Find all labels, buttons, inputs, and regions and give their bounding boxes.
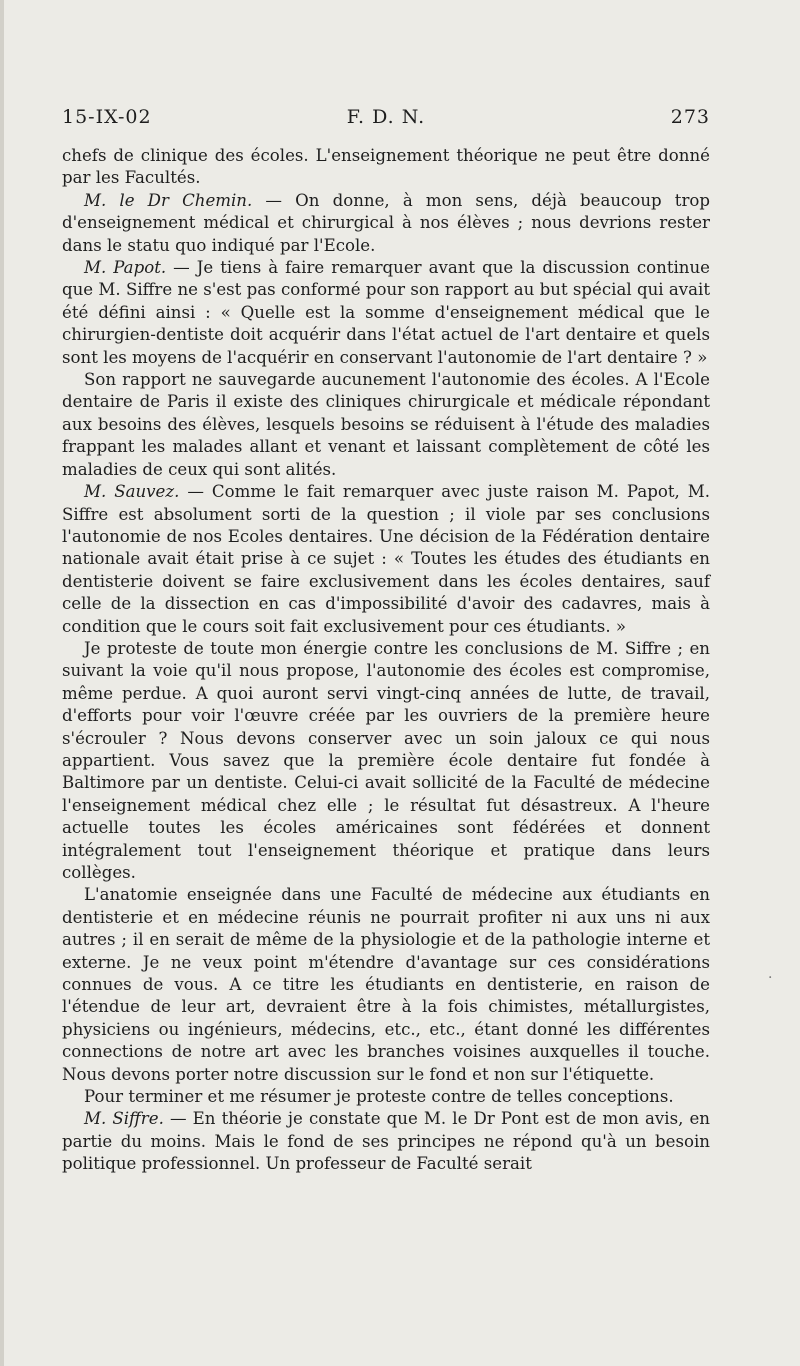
page-edge (0, 0, 4, 1366)
header-date: 15-IX-02 (62, 106, 152, 128)
paragraph-papot (62, 257, 710, 369)
paragraph-conclusion (62, 1086, 710, 1108)
paragraph-siffre (62, 1108, 710, 1175)
paragraph-text: — En théorie je constate que M. le Dr Pont est de mon avis, en partie du moins. Mais le fond de ses principes ne répond qu'à un besoin politique professionnel. Un professeur de Faculté serait (62, 1109, 710, 1174)
paragraph-continuation (62, 145, 710, 190)
body-text (62, 145, 710, 1176)
speaker-name: M. Papot. (84, 258, 167, 278)
paragraph-text: Pour terminer et me résumer je proteste contre de telles conceptions. (84, 1087, 674, 1107)
paragraph-text: L'anatomie enseignée dans une Faculté de médecine aux étudiants en dentisterie et en médecine réunis ne pourrait profiter ni aux uns ni aux autres ; il en serait de même de la physiologie et de la pathologie interne et externe. Je ne veux point m'étendre d'avantage sur ces considérations connues de vous. A ce titre les étudiants en dentisterie, en raison de l'étendue de leur art, devraient être à la fois chimistes, métallurgistes, physiciens ou ingénieurs, médecins, etc., etc., étant donné les différentes connections de notre art avec les branches voisines auxquelles il touche. Nous devons porter notre discussion sur le fond et non sur l'étiquette. (62, 885, 710, 1084)
paragraph-text: Je proteste de toute mon énergie contre les conclusions de M. Siffre ; en suivant la voie qu'il nous propose, l'autonomie des écoles est compromise, même perdue. A quoi auront servi vingt-cinq années de lutte, de travail, d'efforts pour voir l'œuvre créée par les ouvriers de la première heure s'écrouler ? Nous devons conserver avec un soin jaloux ce qui nous appartient. Vous savez que la première école dentaire fut fondée à Baltimore par un dentiste. Celui-ci avait sollicité de la Faculté de médecine l'enseignement médical chez elle ; le résultat fut désastreux. A l'heure actuelle toutes les écoles américaines sont fédérées et donnent intégralement tout l'enseignement théorique et pratique dans leurs collèges. (62, 638, 710, 882)
paragraph-chemin (62, 190, 710, 257)
paragraph-text: — On donne, à mon sens, déjà beaucoup trop d'enseignement médical et chirurgical à nos élèves ; nous devrions rester dans le statu quo indiqué par l'Ecole. (62, 190, 710, 255)
paragraph-text: chefs de clinique des écoles. L'enseignement théorique ne peut être donné par les Facultés. (62, 146, 710, 188)
speaker-name: M. Sauvez. (84, 482, 180, 502)
paragraph-anatomy (62, 884, 710, 1086)
page-number: 273 (670, 106, 710, 128)
paragraph-papot-continued (62, 369, 710, 481)
margin-mark: · (768, 970, 773, 986)
header-journal: F. D. N. (346, 106, 426, 128)
paragraph-text: — Comme le fait remarquer avec juste raison M. Papot, M. Siffre est absolument sorti de la question ; il viole par ses conclusions l'autonomie de nos Ecoles dentaires. Une décision de la Fédération dentaire nationale avait était prise à ce sujet : « Toutes les études des étudiants en dentisterie doivent se faire exclusivement dans les écoles dentaires, sauf celle de la dissection en cas d'impossibilité d'avoir des cadavres, mais à condition que le cours soit fait exclusivement pour ces étudiants. » (62, 482, 710, 636)
speaker-name: M. Siffre. (84, 1109, 164, 1129)
speaker-name: M. le Dr Chemin. (84, 190, 253, 210)
paragraph-text: Son rapport ne sauvegarde aucunement l'autonomie des écoles. A l'Ecole dentaire de Paris il existe des cliniques chirurgicale et médicale répondant aux besoins des élèves, lesquels besoins se réduisent à l'étude des maladies frappant les malades allant et venant et laissant complètement de côté les maladies de ceux qui sont alités. (62, 370, 710, 479)
running-header (62, 106, 710, 134)
paragraph-sauvez (62, 481, 710, 638)
paragraph-text: — Je tiens à faire remarquer avant que la discussion continue que M. Siffre ne s'est pas conformé pour son rapport au but spécial qui avait été défini ainsi : « Quelle est la somme d'enseignement médical que le chirurgien-dentiste doit acquérir dans l'état actuel de l'art dentaire et quels sont les moyens de l'acquérir en conservant l'autonomie de l'art dentaire ? » (62, 258, 710, 367)
paragraph-protest (62, 638, 710, 884)
